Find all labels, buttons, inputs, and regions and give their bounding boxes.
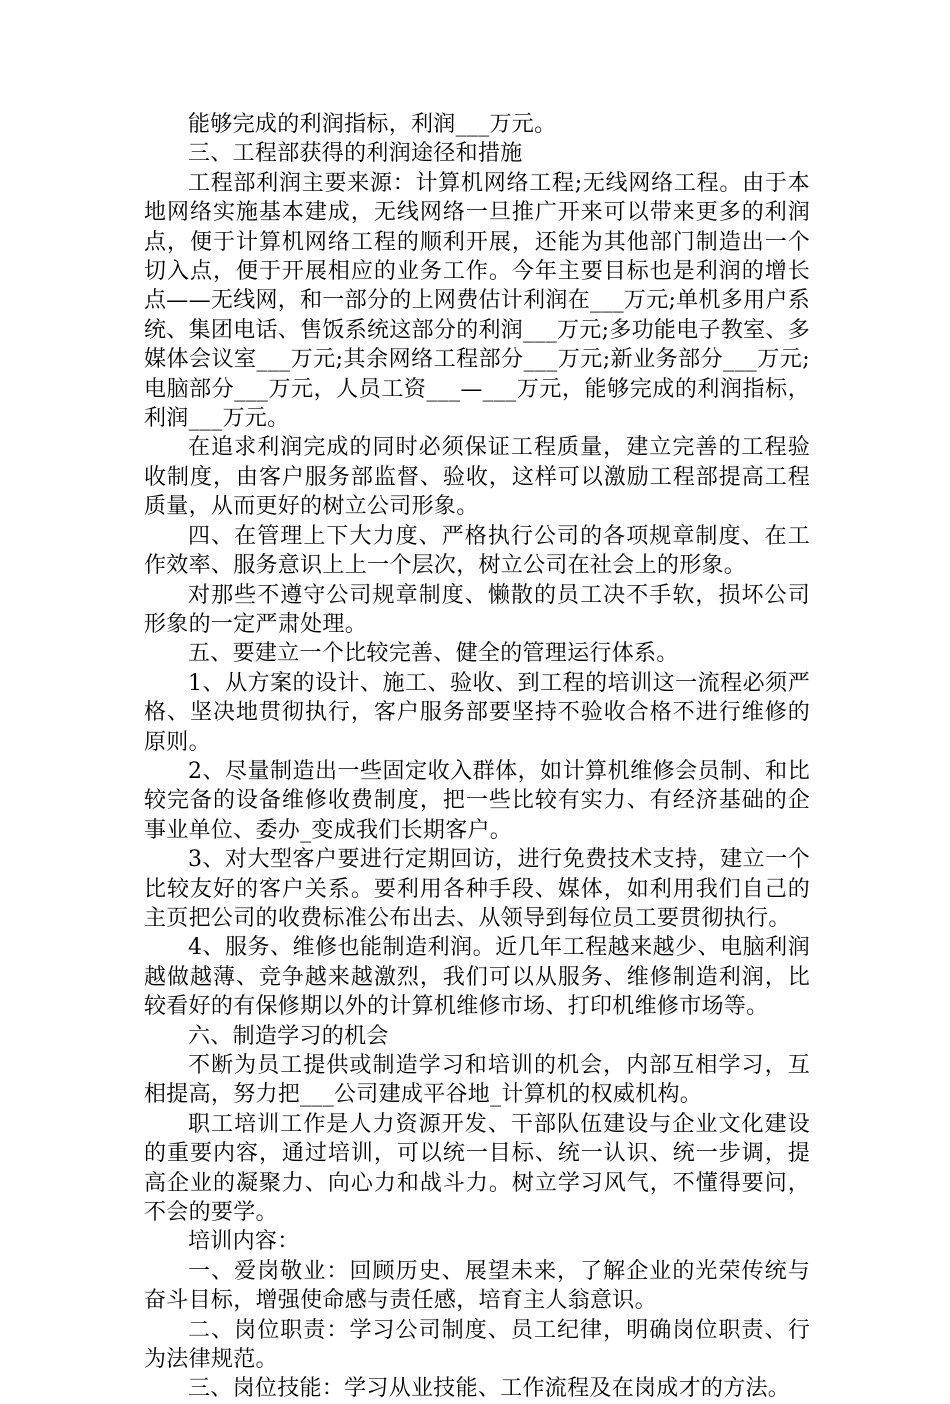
list-item: 3、对大型客户要进行定期回访，进行免费技术支持，建立一个比较友好的客户关系。要利用各种手段、媒体，如利用我们自己的主页把公司的收费标准公布出去、从领导到每位员工要贯彻执行。	[144, 847, 810, 931]
list-item: 三、岗位技能：学习从业技能、工作流程及在岗成才的方法。	[188, 1376, 791, 1402]
list-item: 2、尽量制造出一些固定收入群体，如计算机维修会员制、和比较完备的设备维修收费制度，把一些比较有实力、有经济基础的企事业单位、委办_变成我们长期客户。	[144, 758, 810, 843]
section-heading: 三、工程部获得的利润途径和措施	[188, 141, 523, 167]
list-item: 一、爱岗敬业：回顾历史、展望未来，了解企业的光荣传统与奋斗目标，增强使命感与责任感，培育主人翁意识。	[144, 1258, 810, 1314]
list-item: 4、服务、维修也能制造利润。近几年工程越来越少、电脑利润越做越薄、竞争越来越激烈，我们可以从服务、维修制造利润，比较看好的有保修期以外的计算机维修市场、打印机维修市场等。	[144, 935, 810, 1020]
subheading: 培训内容：	[188, 1229, 300, 1255]
paragraph: 对那些不遵守公司规章制度、懒散的员工决不手软，损坏公司形象的一定严肃处理。	[144, 582, 810, 637]
list-item: 1、从方案的设计、施工、验收、到工程的培训这一流程必须严格、坚决地贯彻执行，客户服务部要坚持不验收合格不进行维修的原则。	[144, 670, 810, 755]
paragraph: 在追求利润完成的同时必须保证工程质量，建立完善的工程验收制度，由客户服务部监督、验收，这样可以激励工程部提高工程质量，从而更好的树立公司形象。	[144, 435, 810, 520]
document-body	[144, 110, 810, 1404]
section-heading: 五、要建立一个比较完善、健全的管理运行体系。	[188, 641, 679, 667]
paragraph: 职工培训工作是人力资源开发、干部队伍建设与企业文化建设的重要内容，通过培训，可以统一目标、统一认识、统一步调，提高企业的凝聚力、向心力和战斗力。树立学习风气，不懂得要问，不会的要学。	[144, 1111, 810, 1226]
paragraph: 不断为员工提供或制造学习和培训的机会，内部互相学习，互相提高，努力把___公司建成平谷地_计算机的权威机构。	[144, 1053, 810, 1108]
paragraph: 工程部利润主要来源：计算机网络工程;无线网络工程。由于本地网络实施基本建成，无线网络一旦推广开来可以带来更多的利润点，便于计算机网络工程的顺利开展，还能为其他部门制造出一个切入点，便于开展相应的业务工作。今年主要目标也是利润的增长点——无线网，和一部分的上网费估计利润在___万元;单机多用户系统、集团电话、售饭系统这部分的利润___万元;多功能电子教室、多媒体会议室___万元;其余网络工程部分___万元;新业务部分___万元;电脑部分___万元，人员工资___—___万元，能够完成的利润指标，利润___万元。	[144, 170, 811, 432]
section-heading: 四、在管理上下大力度、严格执行公司的各项规章制度、在工作效率、服务意识上上一个层次，树立公司在社会上的形象。	[144, 523, 810, 579]
paragraph: 能够完成的利润指标，利润___万元。	[188, 112, 557, 137]
list-item: 二、岗位职责：学习公司制度、员工纪律，明确岗位职责、行为法律规范。	[144, 1317, 810, 1373]
section-heading: 六、制造学习的机会	[188, 1023, 389, 1049]
